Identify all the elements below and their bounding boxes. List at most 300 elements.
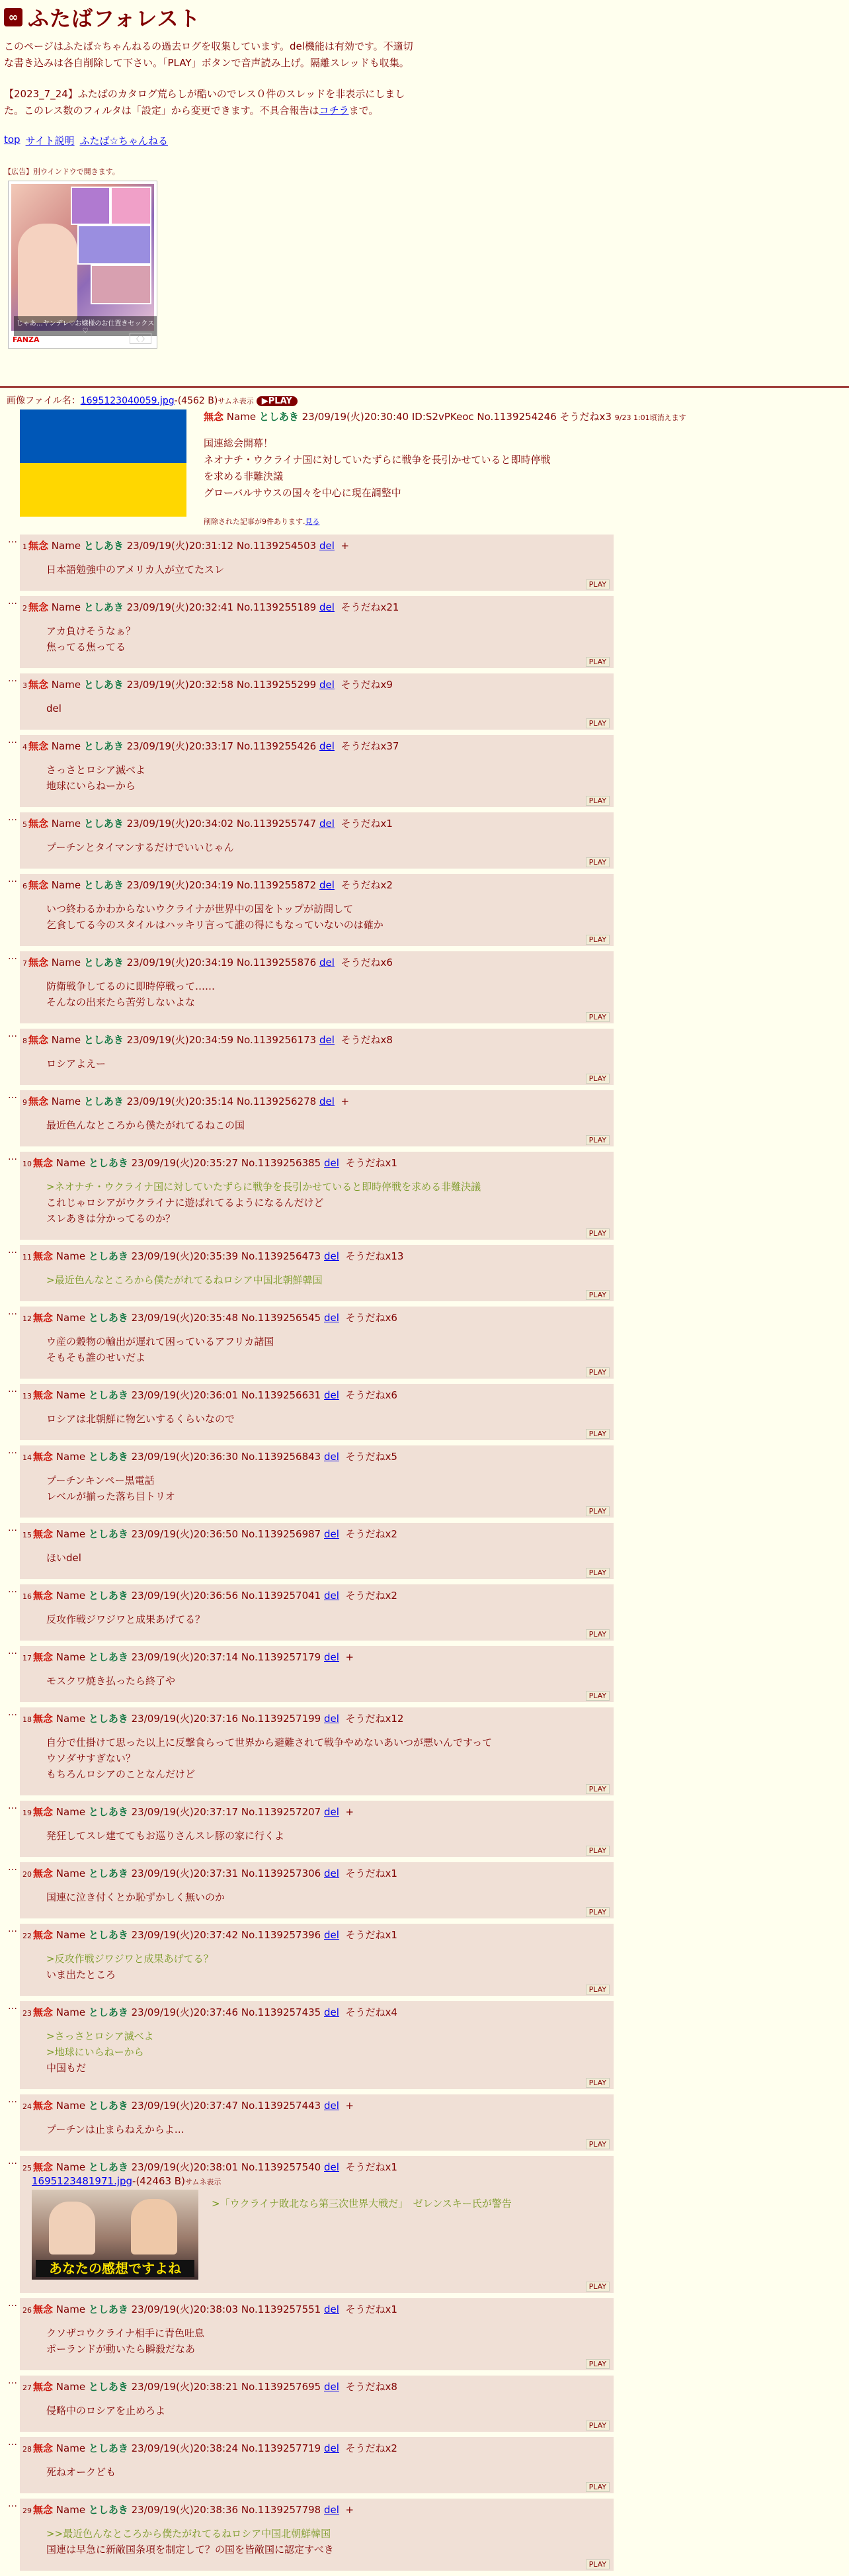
reply-quote-line: >>最近色んなところから僕たがれてるねロシア中国北朝鮮韓国 [46, 2528, 331, 2540]
reply-message [46, 1951, 610, 1983]
reply-name-label: Name [51, 540, 81, 552]
reply-subject: 無念 [33, 1929, 54, 1941]
reply-index: 22 [22, 1932, 32, 1940]
reply-number[interactable]: No.1139256987 [241, 1528, 321, 1540]
reply-play-button[interactable]: PLAY [586, 1367, 610, 1377]
reply-del-link[interactable]: del [324, 2100, 339, 2112]
reply-message [46, 1334, 610, 1365]
reply-name-label: Name [56, 1157, 86, 1169]
reply-del-link[interactable]: del [324, 1713, 339, 1725]
reply-index: 24 [22, 2102, 32, 2111]
reply-thumbnail[interactable] [32, 2190, 198, 2280]
reply-name: としあき [88, 2006, 128, 2018]
reply-del-link[interactable]: del [324, 2303, 339, 2315]
site-logo-icon[interactable]: ∞ [4, 8, 22, 26]
reply-box [20, 951, 614, 1023]
reply-subject: 無念 [33, 1713, 54, 1725]
reply-box [20, 1245, 614, 1301]
reply-soudane[interactable]: + [345, 2100, 354, 2112]
reply-line: これじゃロシアがウクライナに遊ばれてるようになるんだけど [46, 1197, 324, 1209]
reply-number[interactable]: No.1139257207 [241, 1806, 321, 1818]
reply-file-size: -(42463 B) [132, 2175, 185, 2187]
reply-soudane[interactable]: そうだねx1 [345, 2303, 397, 2315]
reply-soudane[interactable]: そうだねx2 [341, 879, 393, 891]
reply-del-link[interactable]: del [319, 957, 335, 968]
reply-box [20, 1307, 614, 1379]
reply-number[interactable]: No.1139256631 [241, 1389, 321, 1401]
reply-index: 16 [22, 1592, 32, 1601]
reply-subject: 無念 [33, 2504, 54, 2516]
reply-name-label: Name [51, 879, 81, 891]
reply-name: としあき [83, 1034, 124, 1046]
reply-menu-icon[interactable]: … [8, 2499, 17, 2509]
reply-menu-icon[interactable]: … [8, 535, 17, 545]
reply-row [0, 2499, 622, 2571]
reply-file-link[interactable]: 1695123481971.jpg [32, 2175, 133, 2187]
reply-soudane[interactable]: そうだねx1 [345, 1868, 397, 1879]
reply-message [46, 839, 610, 855]
reply-menu-icon[interactable]: … [8, 2156, 17, 2167]
op-thumb-note[interactable]: サムネ表示 [218, 397, 254, 406]
reply-number[interactable]: No.1139255189 [236, 601, 317, 613]
reply-name: としあき [88, 2504, 128, 2516]
reply-subject: 無念 [33, 1250, 54, 1262]
reply-datetime: 23/09/19(火)20:37:14 [131, 1651, 239, 1663]
reply-name-label: Name [56, 1868, 86, 1879]
reply-box [20, 673, 614, 730]
reply-del-link[interactable]: del [324, 1312, 339, 1324]
reply-message [46, 1179, 610, 1226]
reply-menu-icon[interactable]: … [8, 1090, 17, 1101]
reply-number[interactable]: No.1139257798 [241, 2504, 321, 2516]
reply-del-link[interactable]: del [324, 1868, 339, 1879]
reply-name-label: Name [56, 1929, 86, 1941]
reply-number[interactable]: No.1139256545 [241, 1312, 321, 1324]
reply-line: いつ終わるかわからないウクライナが世界中の国をトップが訪問して [46, 903, 354, 915]
reply-menu-icon[interactable]: … [8, 1029, 17, 1039]
reply-header [22, 600, 610, 614]
reply-del-link[interactable]: del [319, 540, 335, 552]
reply-menu-icon[interactable]: … [8, 1924, 17, 1934]
reply-number[interactable]: No.1139255299 [236, 679, 317, 691]
op-soudane[interactable]: そうだねx3 [559, 411, 612, 423]
reply-play-button[interactable]: PLAY [586, 1691, 610, 1701]
reply-play-button[interactable]: PLAY [586, 580, 610, 589]
reply-play-button[interactable]: PLAY [586, 1012, 610, 1022]
reply-line: 地球にいらねーから [46, 780, 136, 792]
reply-del-link[interactable]: del [324, 1590, 339, 1602]
reply-del-link[interactable]: del [324, 2381, 339, 2393]
reply-soudane[interactable]: そうだねx6 [341, 957, 393, 968]
reply-message [46, 1411, 610, 1427]
reply-number[interactable]: No.1139255747 [236, 818, 317, 830]
reply-number[interactable]: No.1139255876 [236, 957, 317, 968]
reply-del-link[interactable]: del [324, 1389, 339, 1401]
reply-play-button[interactable]: PLAY [586, 1506, 610, 1516]
reply-line: ウ産の穀物の輸出が遅れて困っているアフリカ諸国 [46, 1336, 274, 1348]
reply-del-link[interactable]: del [319, 818, 335, 830]
reply-name: としあき [88, 1157, 128, 1169]
reply-play-button[interactable]: PLAY [586, 1568, 610, 1578]
reply-play-button[interactable]: PLAY [586, 935, 610, 945]
reply-index: 10 [22, 1160, 32, 1168]
reply-message [46, 2028, 610, 2076]
reply-play-button[interactable]: PLAY [586, 1290, 610, 1300]
thumbnail-person [131, 2199, 177, 2254]
reply-menu-icon[interactable]: … [8, 673, 17, 684]
reply-soudane[interactable]: そうだねx21 [341, 601, 399, 613]
report-link[interactable]: コチラ [319, 105, 349, 116]
op-datetime: 23/09/19(火)20:30:40 [302, 411, 409, 423]
op-file-line [7, 394, 846, 407]
reply-number[interactable]: No.1139257306 [241, 1868, 321, 1879]
reply-row [0, 812, 622, 869]
reply-play-button[interactable]: PLAY [586, 1228, 610, 1238]
reply-message [46, 1889, 610, 1905]
reply-soudane[interactable]: + [345, 1651, 354, 1663]
reply-play-row [22, 1365, 610, 1377]
reply-header [22, 816, 610, 830]
reply-message [46, 1828, 610, 1844]
reply-del-link[interactable]: del [324, 1250, 339, 1262]
reply-del-link[interactable]: del [324, 1528, 339, 1540]
reply-soudane[interactable]: + [341, 1095, 350, 1107]
reply-del-link[interactable]: del [324, 2161, 339, 2173]
reply-menu-icon[interactable]: … [8, 1307, 17, 1317]
reply-datetime: 23/09/19(火)20:35:27 [131, 1157, 239, 1169]
reply-number[interactable]: No.1139257041 [241, 1590, 321, 1602]
reply-message [46, 562, 610, 578]
ad-brand-logo: FANZA [13, 335, 40, 344]
reply-play-row [22, 2557, 610, 2569]
op-thumbnail[interactable] [20, 409, 186, 517]
reply-soudane[interactable]: そうだねx1 [341, 818, 393, 830]
nav-top-link[interactable]: top [4, 134, 20, 146]
reply-box [20, 1090, 614, 1146]
reply-menu-icon[interactable]: … [8, 812, 17, 823]
ad-banner[interactable] [8, 181, 157, 349]
reply-box [20, 1646, 614, 1702]
reply-number[interactable]: No.1139257396 [241, 1929, 321, 1941]
reply-box [20, 2499, 614, 2571]
reply-menu-icon[interactable]: … [8, 1445, 17, 1456]
reply-del-link[interactable]: del [324, 2006, 339, 2018]
reply-box [20, 1862, 614, 1918]
reply-number[interactable]: No.1139255872 [236, 879, 317, 891]
reply-index: 2 [22, 604, 27, 613]
ad-image[interactable] [11, 184, 155, 335]
reply-number[interactable]: No.1139256173 [236, 1034, 317, 1046]
op-play-button[interactable]: ▶PLAY [257, 396, 298, 406]
reply-play-row [22, 1566, 610, 1578]
reply-del-link[interactable]: del [324, 1929, 339, 1941]
reply-play-button[interactable]: PLAY [586, 2078, 610, 2088]
reply-del-link[interactable]: del [319, 1095, 335, 1107]
reply-number[interactable]: No.1139257551 [241, 2303, 321, 2315]
reply-play-button[interactable]: PLAY [586, 1846, 610, 1856]
reply-play-row [22, 1782, 610, 1794]
reply-play-button[interactable]: PLAY [586, 796, 610, 806]
reply-index: 25 [22, 2164, 32, 2172]
reply-del-link[interactable]: del [324, 1157, 339, 1169]
reply-box [20, 1152, 614, 1240]
reply-del-link[interactable]: del [319, 1034, 335, 1046]
reply-datetime: 23/09/19(火)20:37:17 [131, 1806, 239, 1818]
reply-subject: 無念 [28, 740, 49, 752]
reply-soudane[interactable]: そうだねx8 [345, 2381, 397, 2393]
reply-index: 12 [22, 1314, 32, 1323]
reply-index: 9 [22, 1098, 27, 1107]
reply-soudane[interactable]: そうだねx1 [345, 1929, 397, 1941]
op-subject: 無念 [204, 411, 224, 423]
reply-menu-icon[interactable]: … [8, 1862, 17, 1873]
reply-play-button[interactable]: PLAY [586, 2482, 610, 2492]
reply-soudane[interactable]: そうだねx12 [345, 1713, 404, 1725]
reply-menu-icon[interactable]: … [8, 1523, 17, 1533]
nav-about-link[interactable]: サイト説明 [25, 135, 75, 147]
reply-name: としあき [83, 879, 124, 891]
reply-soudane[interactable]: そうだねx2 [345, 2442, 397, 2454]
reply-line: プーチンキンペー黒電話 [46, 1475, 155, 1486]
op-line: グローバルサウスの国々を中心に現在調整中 [204, 487, 401, 499]
reply-index: 27 [22, 2383, 32, 2392]
op-file-link[interactable]: 1695123040059.jpg [80, 396, 175, 406]
reply-soudane[interactable]: そうだねx1 [345, 1157, 397, 1169]
reply-menu-icon[interactable]: … [8, 1152, 17, 1162]
reply-play-row [22, 578, 610, 589]
reply-file-line [32, 2175, 610, 2187]
reply-line: そんなの出来たら苦労しないよな [46, 996, 196, 1008]
reply-box [20, 1029, 614, 1085]
reply-datetime: 23/09/19(火)20:38:03 [131, 2303, 239, 2315]
reply-play-button[interactable]: PLAY [586, 1629, 610, 1639]
reply-play-row [22, 855, 610, 867]
reply-box [20, 2437, 614, 2493]
reply-line: 最近色んなところから僕たがれてるねこの国 [46, 1119, 245, 1131]
reply-del-link[interactable]: del [319, 879, 335, 891]
op-deleted-note [204, 516, 686, 527]
reply-play-button[interactable]: PLAY [586, 1429, 610, 1439]
ad-tile [77, 225, 151, 265]
reply-index: 8 [22, 1037, 27, 1045]
reply-play-row [22, 1010, 610, 1022]
reply-box [20, 2298, 614, 2370]
reply-header [22, 1033, 610, 1047]
op-expire: 9/23 1:01頃消えます [614, 413, 686, 422]
reply-row [0, 2094, 622, 2151]
reply-header [22, 1588, 610, 1602]
reply-number[interactable]: No.1139257695 [241, 2381, 321, 2393]
site-title[interactable]: ふたばフォレスト [28, 6, 201, 31]
reply-play-button[interactable]: PLAY [586, 2421, 610, 2430]
reply-header [22, 2302, 610, 2316]
reply-message [46, 2122, 610, 2137]
reply-datetime: 23/09/19(火)20:31:12 [126, 540, 234, 552]
reply-line: 死ねオークども [46, 2466, 116, 2478]
reply-soudane[interactable]: + [345, 1806, 354, 1818]
reply-name: としあき [88, 1713, 128, 1725]
reply-line: プーチンとタイマンするだけでいいじゃん [46, 841, 234, 853]
reply-datetime: 23/09/19(火)20:37:42 [131, 1929, 239, 1941]
reply-soudane[interactable]: そうだねx5 [345, 1451, 397, 1463]
reply-menu-icon[interactable]: … [8, 2298, 17, 2309]
reply-quote-line: >最近色んなところから僕たがれてるねロシア中国北朝鮮韓国 [46, 1274, 323, 1286]
reply-soudane[interactable]: そうだねx4 [345, 2006, 397, 2018]
reply-index: 15 [22, 1531, 32, 1539]
reply-quote-line: >さっさとロシア滅べよ [46, 2030, 154, 2042]
reply-index: 3 [22, 681, 27, 690]
reply-soudane[interactable]: そうだねx8 [341, 1034, 393, 1046]
reply-name: としあき [83, 1095, 124, 1107]
reply-menu-icon[interactable]: … [8, 1245, 17, 1256]
reply-soudane[interactable]: そうだねx37 [341, 740, 399, 752]
reply-menu-icon[interactable]: … [8, 1584, 17, 1595]
reply-name-label: Name [56, 1806, 86, 1818]
reply-menu-icon[interactable]: … [8, 1384, 17, 1395]
reply-row [0, 2001, 622, 2089]
op-line: 国連総会開幕！ [204, 437, 274, 449]
reply-soudane[interactable]: そうだねx2 [345, 1590, 397, 1602]
reply-menu-icon[interactable]: … [8, 735, 17, 746]
reply-name-label: Name [51, 601, 81, 613]
reply-name: としあき [83, 540, 124, 552]
reply-play-button[interactable]: PLAY [586, 1784, 610, 1794]
reply-header [22, 2441, 610, 2455]
op-deleted-link[interactable]: 見る [305, 517, 320, 526]
reply-row [0, 1029, 622, 1085]
reply-play-button[interactable]: PLAY [586, 2559, 610, 2569]
reply-index: 29 [22, 2507, 32, 2515]
reply-number[interactable]: No.1139257435 [241, 2006, 321, 2018]
reply-subject: 無念 [28, 879, 49, 891]
reply-line: ロシアは北朝鮮に物乞いするくらいなので [46, 1413, 235, 1425]
reply-soudane[interactable]: + [345, 2504, 354, 2516]
nav-futaba-link[interactable]: ふたば☆ちゃんねる [79, 135, 168, 147]
op-header [204, 409, 686, 423]
reply-index: 17 [22, 1654, 32, 1662]
reply-index: 20 [22, 1870, 32, 1879]
reply-number[interactable]: No.1139257179 [241, 1651, 321, 1663]
reply-del-link[interactable]: del [319, 679, 335, 691]
reply-play-button[interactable]: PLAY [586, 657, 610, 667]
reply-subject: 無念 [28, 601, 49, 613]
reply-menu-icon[interactable]: … [8, 596, 17, 607]
reply-name-label: Name [56, 1528, 86, 1540]
reply-del-link[interactable]: del [319, 740, 335, 752]
reply-thumb-note[interactable]: サムネ表示 [184, 2178, 222, 2186]
reply-index: 14 [22, 1453, 32, 1462]
reply-box [20, 1384, 614, 1440]
reply-del-link[interactable]: del [324, 2442, 339, 2454]
reply-soudane[interactable]: そうだねx13 [345, 1250, 404, 1262]
reply-play-row [22, 2480, 610, 2492]
reply-del-link[interactable]: del [324, 1651, 339, 1663]
reply-play-button[interactable]: PLAY [586, 1985, 610, 1995]
op-deleted-text: 削除された記事が9件あります. [204, 517, 305, 526]
reply-play-button[interactable]: PLAY [586, 1907, 610, 1917]
reply-message [46, 2464, 610, 2480]
reply-del-link[interactable]: del [324, 1451, 339, 1463]
reply-soudane[interactable]: そうだねx2 [345, 1528, 397, 1540]
reply-play-button[interactable]: PLAY [586, 1074, 610, 1084]
reply-menu-icon[interactable]: … [8, 874, 17, 884]
reply-name-label: Name [56, 1312, 86, 1324]
reply-subject: 無念 [33, 2303, 54, 2315]
ad-tile [110, 187, 151, 225]
reply-index: 19 [22, 1809, 32, 1817]
reply-soudane[interactable]: そうだねx6 [345, 1389, 397, 1401]
reply-datetime: 23/09/19(火)20:38:01 [131, 2161, 239, 2173]
reply-soudane[interactable]: そうだねx9 [341, 679, 393, 691]
reply-play-button[interactable]: PLAY [586, 857, 610, 867]
reply-header [22, 955, 610, 969]
reply-box [20, 1445, 614, 1518]
reply-menu-icon[interactable]: … [8, 2437, 17, 2448]
reply-datetime: 23/09/19(火)20:37:47 [131, 2100, 239, 2112]
reply-number[interactable]: No.1139257443 [241, 2100, 321, 2112]
reply-number[interactable]: No.1139255426 [236, 740, 317, 752]
reply-name: としあき [88, 1651, 128, 1663]
reply-number[interactable]: No.1139257199 [241, 1713, 321, 1725]
reply-del-link[interactable]: del [324, 1806, 339, 1818]
op-number[interactable]: No.1139254246 [477, 411, 557, 423]
reply-menu-icon[interactable]: … [8, 1646, 17, 1656]
reply-row [0, 673, 622, 730]
op-text [204, 409, 686, 527]
reply-menu-icon[interactable]: … [8, 2001, 17, 2012]
reply-subject: 無念 [33, 1868, 54, 1879]
reply-number[interactable]: No.1139256278 [236, 1095, 317, 1107]
reply-menu-icon[interactable]: … [8, 1801, 17, 1811]
reply-play-button[interactable]: PLAY [586, 2359, 610, 2369]
reply-play-button[interactable]: PLAY [586, 2139, 610, 2149]
reply-subject: 無念 [28, 818, 49, 830]
reply-menu-icon[interactable]: … [8, 2094, 17, 2105]
reply-soudane[interactable]: そうだねx6 [345, 1312, 397, 1324]
ad-carousel-nav[interactable]: 〈 〉 [130, 333, 151, 344]
reply-play-button[interactable]: PLAY [586, 718, 610, 728]
reply-row [0, 951, 622, 1023]
reply-index: 11 [22, 1253, 32, 1262]
reply-soudane[interactable]: そうだねx1 [345, 2161, 397, 2173]
reply-soudane[interactable]: + [341, 540, 350, 552]
reply-row [0, 2298, 622, 2370]
reply-row [0, 1924, 622, 1996]
reply-play-button[interactable]: PLAY [586, 2282, 610, 2292]
reply-number[interactable]: No.1139257540 [241, 2161, 321, 2173]
reply-name: としあき [88, 1312, 128, 1324]
reply-name-label: Name [56, 2381, 86, 2393]
reply-box [20, 1801, 614, 1857]
reply-name: としあき [83, 818, 124, 830]
reply-number[interactable]: No.1139254503 [236, 540, 317, 552]
reply-number[interactable]: No.1139256843 [241, 1451, 321, 1463]
reply-del-link[interactable]: del [319, 601, 335, 613]
reply-name-label: Name [51, 679, 81, 691]
reply-number[interactable]: No.1139256473 [241, 1250, 321, 1262]
reply-message [46, 1735, 610, 1782]
reply-row [0, 1384, 622, 1440]
reply-subject: 無念 [33, 2381, 54, 2393]
reply-number[interactable]: No.1139256385 [241, 1157, 321, 1169]
reply-del-link[interactable]: del [324, 2504, 339, 2516]
reply-play-button[interactable]: PLAY [586, 1135, 610, 1145]
reply-message [46, 978, 610, 1010]
reply-menu-icon[interactable]: … [8, 951, 17, 962]
reply-menu-icon[interactable]: … [8, 1707, 17, 1718]
reply-menu-icon[interactable]: … [8, 2376, 17, 2386]
reply-number[interactable]: No.1139257719 [241, 2442, 321, 2454]
